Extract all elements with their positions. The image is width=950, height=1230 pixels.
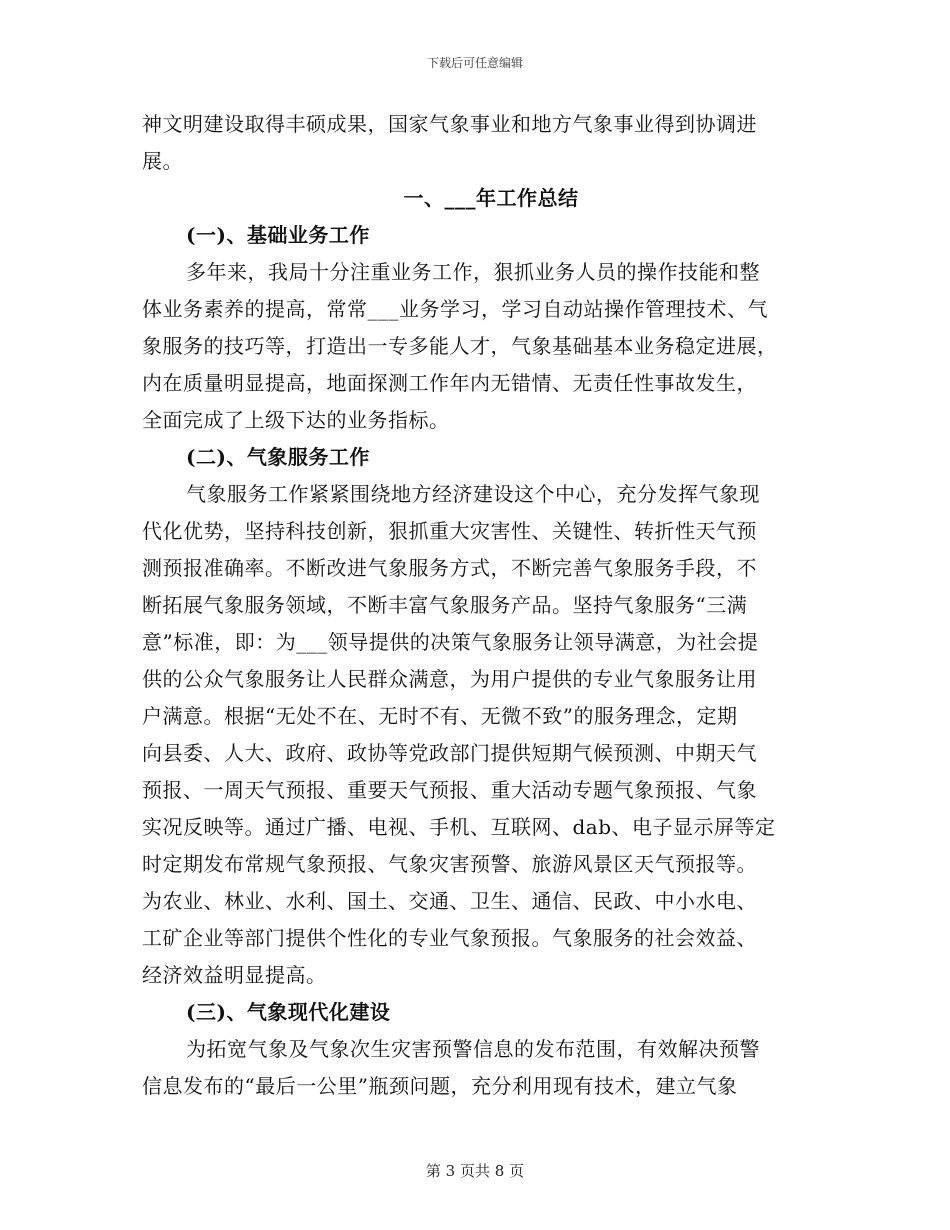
paragraph-line: 意”标准，即：为___领导提供的决策气象服务让领导满意，为社会提 — [142, 630, 759, 654]
paragraph-first-line: 气象服务工作紧紧围绕地方经济建设这个中心，充分发挥气象现 — [186, 482, 760, 506]
paragraph-line: 信息发布的“最后一公里”瓶颈问题，充分利用现有技术，建立气象 — [142, 1074, 738, 1098]
section-heading: (一)、基础业务工作 — [186, 223, 370, 247]
paragraph-line: 工矿企业等部门提供个性化的专业气象预报。气象服务的社会效益、 — [142, 926, 757, 950]
page-number-footer: 第 3 页共 8 页 — [425, 1162, 525, 1180]
document-body — [142, 106, 810, 1105]
paragraph-line: 全面完成了上级下达的业务指标。 — [142, 408, 450, 432]
paragraph-line: 象服务的技巧等，打造出一专多能人才，气象基础基本业务稳定进展， — [142, 334, 778, 358]
header-note: 下载后可任意编辑 — [426, 56, 523, 70]
paragraph-line: 经济效益明显提高。 — [142, 963, 327, 987]
paragraph-line: 展。 — [142, 149, 183, 173]
paragraph-line: 神文明建设取得丰硕成果，国家气象事业和地方气象事业得到协调进 — [142, 112, 757, 136]
paragraph-line: 为农业、林业、水利、国土、交通、卫生、通信、民政、中小水电、 — [142, 889, 757, 913]
paragraph-line: 代化优势，坚持科技创新，狠抓重大灾害性、关键性、转折性天气预 — [142, 519, 757, 543]
paragraph-line: 测预报准确率。不断改进气象服务方式，不断完善气象服务手段，不 — [142, 556, 757, 580]
paragraph-line: 预报、一周天气预报、重要天气预报、重大活动专题气象预报、气象 — [142, 778, 757, 802]
paragraph-line: 实况反映等。通过广播、电视、手机、互联网、dab、电子显示屏等定 — [142, 815, 776, 839]
paragraph-line: 户满意。根据“无处不在、无时不有、无微不致”的服务理念，定期 — [142, 704, 738, 728]
section-heading: (三)、气象现代化建设 — [186, 1000, 391, 1024]
section-title: 一、___年工作总结 — [403, 186, 579, 210]
paragraph-line: 体业务素养的提高，常常___业务学习，学习自动站操作管理技术、气 — [142, 297, 768, 321]
paragraph-line: 供的公众气象服务让人民群众满意，为用户提供的专业气象服务让用 — [142, 667, 757, 691]
paragraph-line: 时定期发布常规气象预报、气象灾害预警、旅游风景区天气预报等。 — [142, 852, 757, 876]
paragraph-first-line: 多年来，我局十分注重业务工作，狠抓业务人员的操作技能和整 — [186, 260, 760, 284]
section-heading: (二)、气象服务工作 — [186, 445, 370, 469]
paragraph-line: 内在质量明显提高，地面探测工作年内无错情、无责任性事故发生， — [142, 371, 757, 395]
paragraph-line: 断拓展气象服务领域，不断丰富气象服务产品。坚持气象服务“三满 — [142, 593, 748, 617]
paragraph-line: 向县委、人大、政府、政协等党政部门提供短期气候预测、中期天气 — [142, 741, 757, 765]
paragraph-first-line: 为拓宽气象及气象次生灾害预警信息的发布范围，有效解决预警 — [186, 1037, 760, 1061]
